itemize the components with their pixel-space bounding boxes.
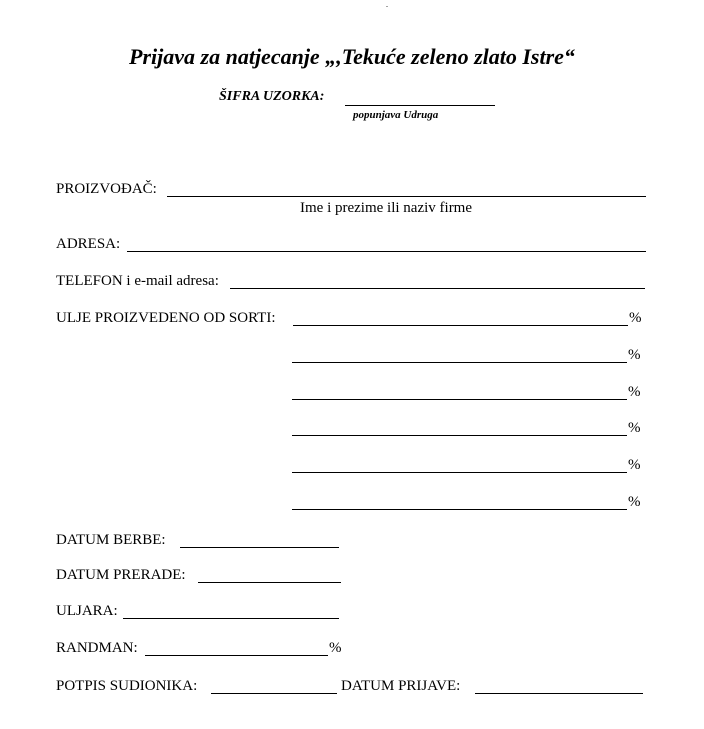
yield-field[interactable] (145, 655, 328, 656)
yield-percent: % (329, 640, 342, 656)
form-title: Prijava za natjecanje „,Tekuće zeleno zlato Istre“ (129, 44, 575, 69)
processing-date-label: DATUM PRERADE: (56, 567, 186, 583)
address-label: ADRESA: (56, 236, 121, 252)
variety-percent-6: % (628, 494, 641, 510)
variety-percent-5: % (628, 457, 641, 473)
variety-field-4[interactable] (292, 435, 627, 436)
mill-label: ULJARA: (56, 603, 118, 619)
stray-dot: . (386, 0, 388, 9)
sample-code-field[interactable] (345, 105, 495, 106)
harvest-date-field[interactable] (180, 547, 339, 548)
address-field[interactable] (127, 251, 646, 252)
yield-label: RANDMAN: (56, 640, 138, 656)
application-date-label: DATUM PRIJAVE: (341, 678, 461, 694)
variety-field-3[interactable] (292, 399, 627, 400)
processing-date-field[interactable] (198, 582, 341, 583)
application-date-field[interactable] (475, 693, 643, 694)
variety-field-6[interactable] (292, 509, 627, 510)
producer-field[interactable] (167, 196, 646, 197)
variety-percent-2: % (628, 347, 641, 363)
producer-label: PROIZVOĐAČ: (56, 181, 157, 197)
variety-percent-4: % (628, 420, 641, 436)
producer-note: Ime i prezime ili naziv firme (300, 200, 473, 216)
harvest-date-label: DATUM BERBE: (56, 532, 166, 548)
variety-field-5[interactable] (292, 472, 627, 473)
varieties-label: ULJE PROIZVEDENO OD SORTI: (56, 310, 276, 326)
phone-field[interactable] (230, 288, 645, 289)
phone-label: TELEFON i e-mail adresa: (56, 273, 219, 289)
variety-percent-1: % (629, 310, 642, 326)
variety-percent-3: % (628, 384, 641, 400)
mill-field[interactable] (123, 618, 339, 619)
variety-field-1[interactable] (293, 325, 628, 326)
sample-code-note: popunjava Udruga (353, 109, 439, 121)
sample-code-label: ŠIFRA UZORKA: (219, 89, 325, 104)
signature-label: POTPIS SUDIONIKA: (56, 678, 198, 694)
variety-field-2[interactable] (292, 362, 627, 363)
signature-field[interactable] (211, 693, 337, 694)
